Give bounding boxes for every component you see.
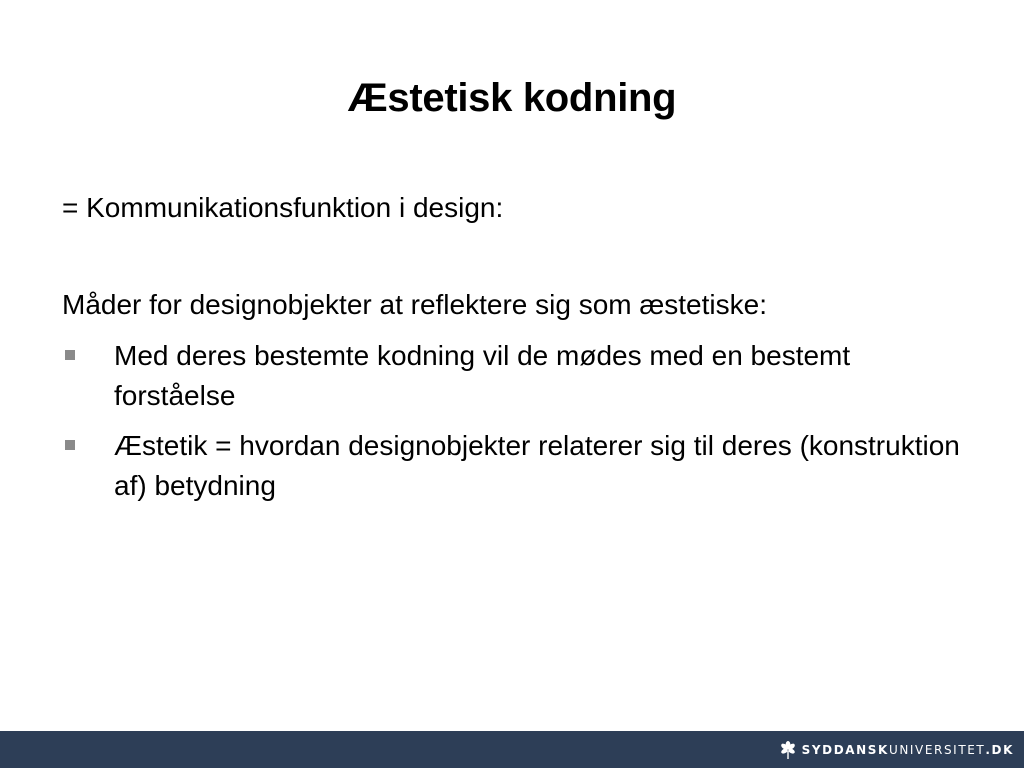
bullet-item bbox=[62, 426, 962, 506]
footer-bar bbox=[0, 731, 1024, 768]
intro-text: = Kommunikationsfunktion i design: bbox=[62, 192, 504, 223]
bullet-text: Med deres bestemte kodning vil de mødes med en bestemt forståelse bbox=[114, 340, 851, 411]
logo-wordmark: SYDDANSKUNIVERSITET.DK bbox=[801, 742, 1014, 757]
bullet-item bbox=[62, 336, 962, 416]
flower-logo-icon bbox=[779, 740, 797, 760]
lead-text: Måder for designobjekter at reflektere sig som æstetiske: bbox=[62, 289, 767, 320]
bullet-list bbox=[62, 336, 962, 516]
square-bullet-icon bbox=[65, 440, 75, 450]
square-bullet-icon bbox=[65, 350, 75, 360]
university-logo bbox=[779, 731, 1014, 768]
slide-title: Æstetisk kodning bbox=[347, 76, 677, 120]
bullet-text: Æstetik = hvordan designobjekter relaterer sig til deres (konstruktion af) betydning bbox=[114, 430, 960, 501]
